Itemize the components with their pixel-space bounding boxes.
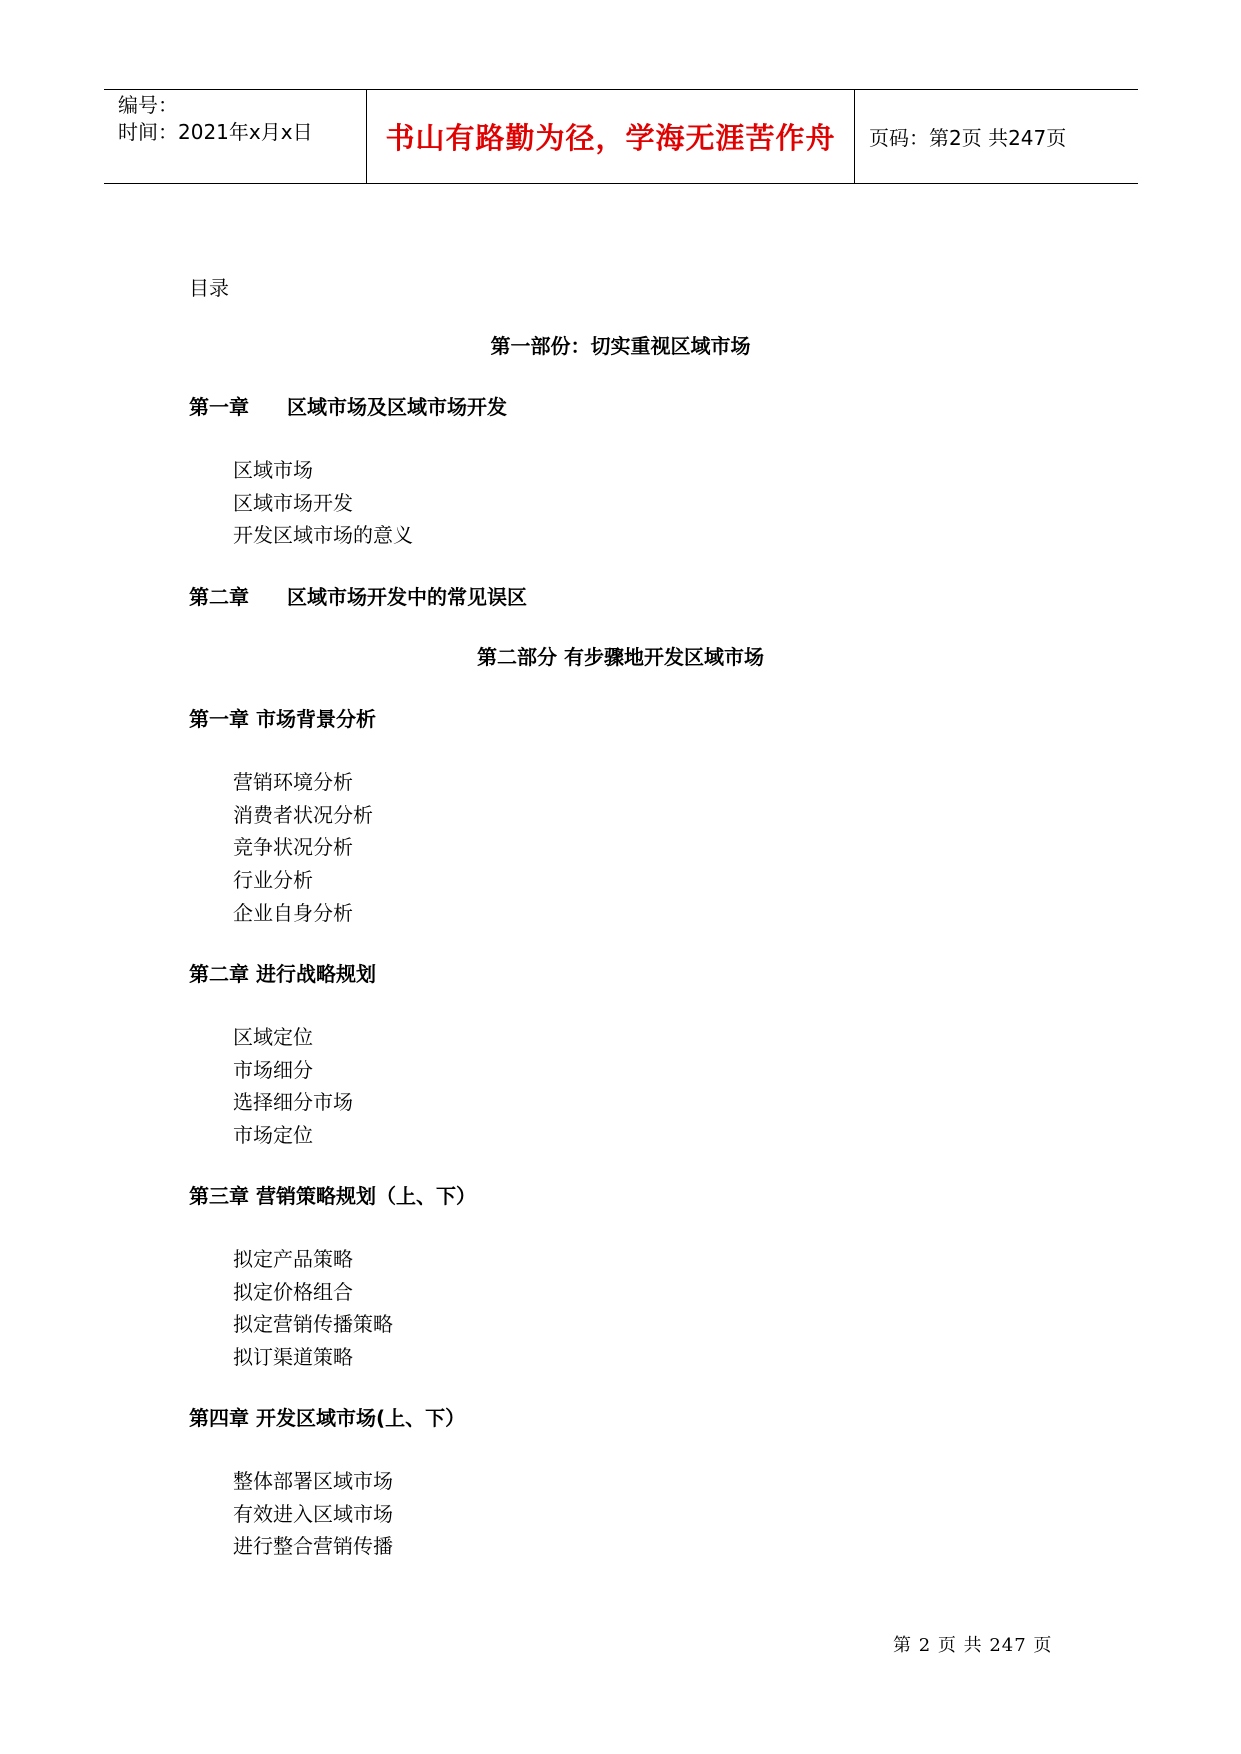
part2-title: 第二部分 有步骤地开发区域市场 [477, 645, 764, 669]
list-item: 开发区域市场的意义 [233, 523, 413, 547]
part2-chapter2-heading: 第二章 进行战略规划 [189, 962, 376, 986]
list-item: 消费者状况分析 [233, 803, 373, 827]
time-label: 时间：2021年x月x日 [118, 120, 313, 144]
list-item: 竞争状况分析 [233, 835, 353, 859]
list-item: 拟定营销传播策略 [233, 1312, 393, 1336]
document-header [104, 89, 1138, 184]
toc-title: 目录 [189, 276, 229, 300]
list-item: 营销环境分析 [233, 770, 353, 794]
list-item: 市场细分 [233, 1058, 313, 1082]
page-footer: 第 2 页 共 247 页 [893, 1635, 1053, 1656]
list-item: 市场定位 [233, 1123, 313, 1147]
list-item: 行业分析 [233, 868, 313, 892]
list-item: 拟定价格组合 [233, 1280, 353, 1304]
part1-chapter2-number: 第二章 [189, 585, 249, 609]
part2-chapter3-heading: 第三章 营销策略规划（上、下） [189, 1184, 476, 1208]
list-item: 区域市场开发 [233, 491, 353, 515]
part1-chapter1-title: 区域市场及区域市场开发 [287, 395, 507, 419]
part1-chapter1-number: 第一章 [189, 395, 249, 419]
part2-chapter1-heading: 第一章 市场背景分析 [189, 707, 376, 731]
list-item: 拟定产品策略 [233, 1247, 353, 1271]
list-item: 拟订渠道策略 [233, 1345, 353, 1369]
list-item: 整体部署区域市场 [233, 1469, 393, 1493]
motto: 书山有路勤为径，学海无涯苦作舟 [385, 121, 836, 155]
part2-chapter4-heading: 第四章 开发区域市场(上、下） [189, 1406, 466, 1430]
header-motto-cell [367, 90, 855, 183]
header-right-cell [855, 90, 1138, 183]
header-left-cell [104, 90, 367, 183]
list-item: 有效进入区域市场 [233, 1502, 393, 1526]
list-item: 进行整合营销传播 [233, 1534, 393, 1558]
list-item: 选择细分市场 [233, 1090, 353, 1114]
list-item: 区域定位 [233, 1025, 313, 1049]
list-item: 区域市场 [233, 458, 313, 482]
number-label: 编号： [118, 93, 178, 117]
page-info: 页码：第2页 共247页 [869, 126, 1067, 150]
part1-chapter2-title: 区域市场开发中的常见误区 [287, 585, 527, 609]
part1-title: 第一部份：切实重视区域市场 [490, 334, 751, 358]
list-item: 企业自身分析 [233, 901, 353, 925]
